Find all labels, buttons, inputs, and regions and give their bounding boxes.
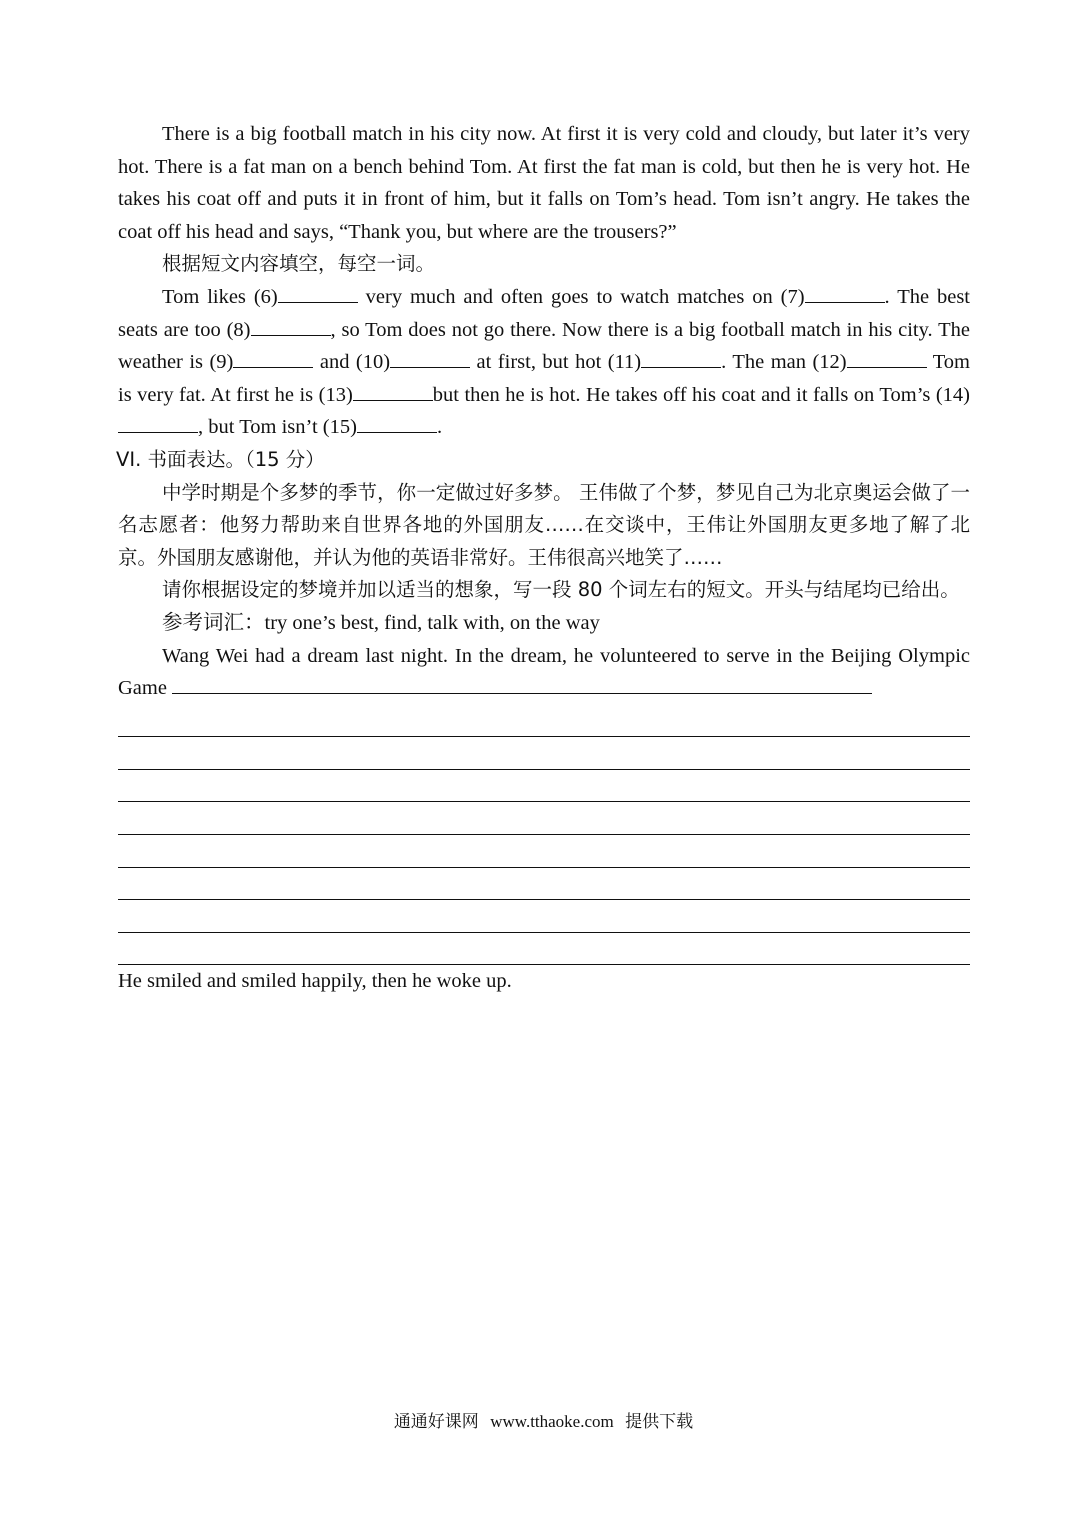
cloze-text: but then he is hot. He takes off his coat and it falls on Tom’s (14) [432,383,971,406]
writing-line[interactable] [118,933,970,966]
writing-line[interactable] [118,705,970,738]
writing-line[interactable] [118,900,970,933]
essay-opening-text: Wang Wei had a dream last night. In the dream, he volunteered to serve in the Beijing Olympic Game [118,644,970,700]
writing-line[interactable] [172,673,872,694]
cloze-text: at first, but hot (11) [470,351,642,374]
answer-blank-14[interactable] [118,414,198,433]
cloze-text: . The man (12) [721,351,847,374]
cloze-text: and (10) [313,351,391,374]
worksheet-page [118,118,970,998]
footer-suffix: 提供下载 [625,1412,694,1432]
cloze-paragraph [118,281,970,444]
answer-blank-10[interactable] [390,349,470,368]
writing-line[interactable] [118,770,970,803]
answer-blank-9[interactable] [233,349,313,368]
writing-line[interactable] [118,835,970,868]
cloze-text: Tom likes (6) [162,285,278,308]
cloze-text: . The best seats are too (8) [118,285,970,341]
answer-blank-13[interactable] [353,382,433,401]
writing-line[interactable] [118,802,970,835]
answer-blank-6[interactable] [278,284,358,303]
page-footer [0,1407,1087,1432]
cloze-text: , but Tom isn’t (15) [198,416,357,439]
reading-passage-paragraph: There is a big football match in his city now. At first it is very cold and cloudy, but later it’s very hot. There is a fat man on a bench behind Tom. At first the fat man is cold, but then he is very hot. He takes his coat off and puts it in front of him, but it falls on Tom’s head. Tom isn’t angry. He takes the coat off his head and says, “Thank you, but where are the trousers?” [118,123,970,243]
answer-blank-11[interactable] [641,349,721,368]
writing-requirement: 请你根据设定的梦境并加以适当的想象，写一段 80 个词左右的短文。开头与结尾均已给出。 [162,578,960,602]
answer-blank-12[interactable] [847,349,927,368]
writing-line[interactable] [118,737,970,770]
essay-opening [118,640,970,705]
cloze-text: . [436,416,443,439]
writing-line[interactable] [118,868,970,901]
answer-blank-15[interactable] [357,414,437,433]
essay-closing: He smiled and smiled happily, then he woke up. [118,970,512,993]
cloze-text: , so Tom does not go there. Now there is a big football match in his city. The weather is (9) [118,318,970,374]
cloze-text: very much and often goes to watch matches on (7) [357,285,805,308]
answer-blank-7[interactable] [805,284,885,303]
answer-blank-8[interactable] [251,317,331,336]
cloze-instruction: 根据短文内容填空，每空一词。 [162,252,436,276]
writing-prompt: 中学时期是个多梦的季节，你一定做过好多梦。 王伟做了个梦，梦见自己为北京奥运会做了一名志愿者：他努力帮助来自世界各地的外国朋友……在交谈中，王伟让外国朋友更多地了解了北京。外国朋友感谢他，并认为他的英语非常好。王伟很高兴地笑了…… [118,480,970,569]
cloze-text: Tom is very fat. At first he is (13) [118,351,971,406]
footer-site-name: 通通好课网 [393,1412,479,1432]
reference-vocabulary: 参考词汇：try one’s best, find, talk with, on the way [162,611,600,634]
section-heading-writing: VI. 书面表达。（15 分） [116,447,325,471]
footer-url: www.tthaoke.com [490,1412,614,1431]
